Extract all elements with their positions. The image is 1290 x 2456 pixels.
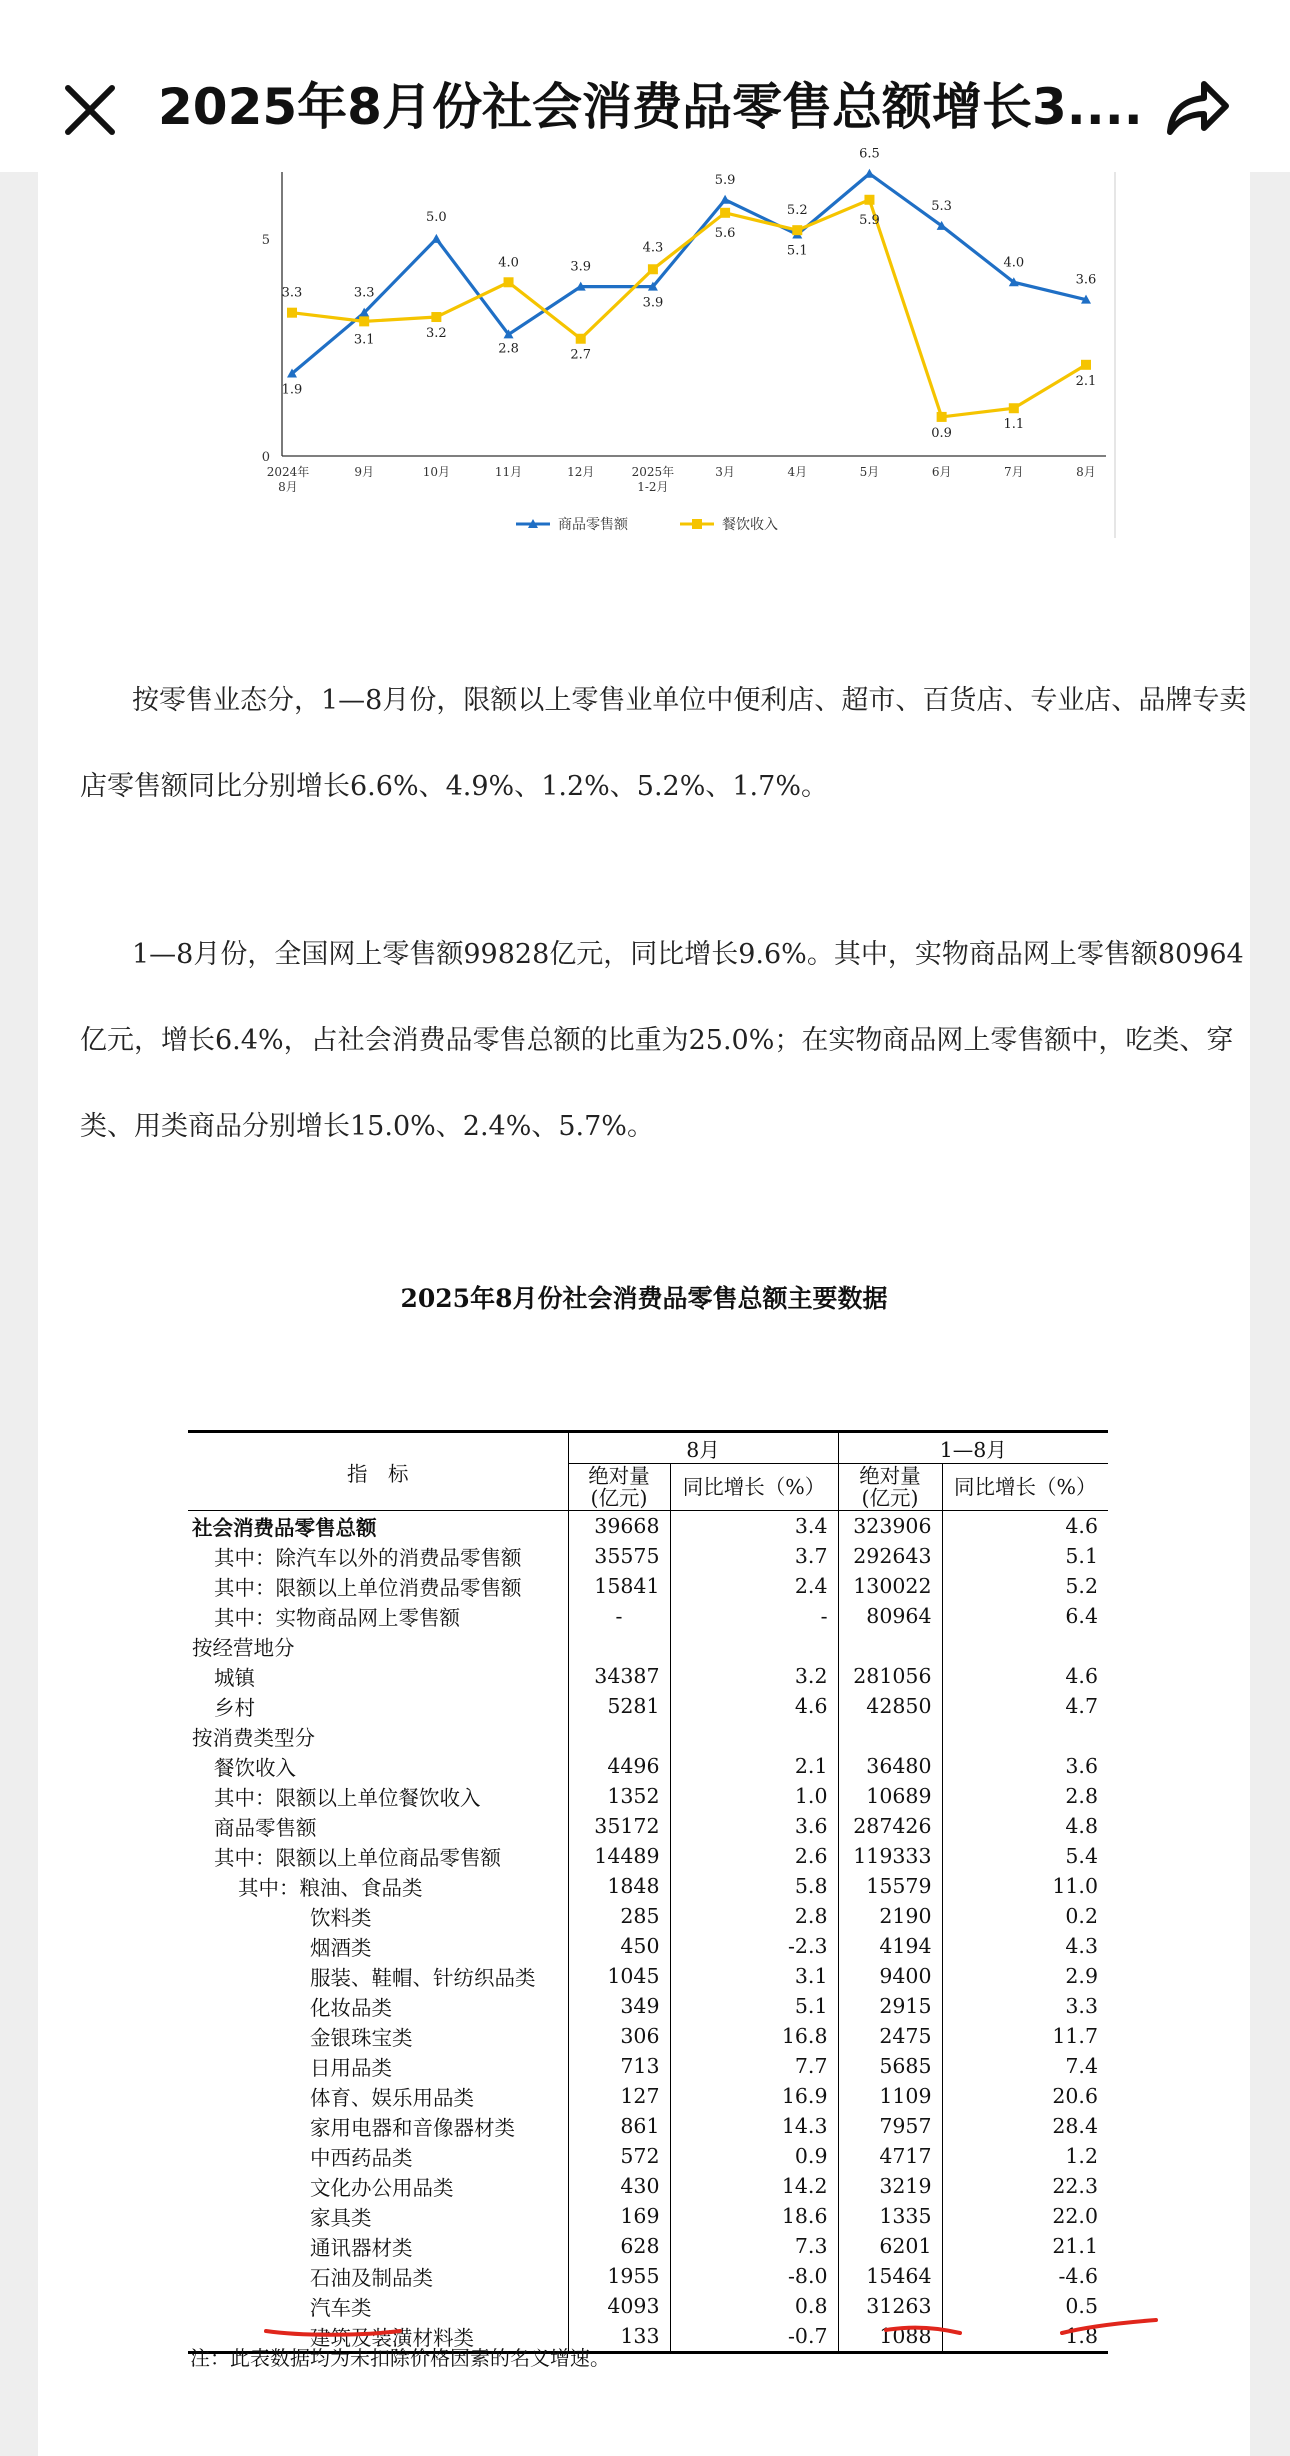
table-row xyxy=(188,1871,1108,1901)
cell-a: 349 xyxy=(568,1991,670,2021)
cell-b: - xyxy=(670,1601,838,1631)
cell-a: 430 xyxy=(568,2171,670,2201)
cell-c: 3219 xyxy=(838,2171,942,2201)
y-tick-label: 0 xyxy=(261,450,270,465)
page-title: 2025年8月份社会消费品零售总额增长3.... xyxy=(158,78,1143,136)
data-label: 2.8 xyxy=(498,341,519,357)
data-label: 5.0 xyxy=(426,209,447,225)
header-indicator: 指 标 xyxy=(188,1432,568,1511)
close-icon xyxy=(60,80,120,140)
cell-a: 306 xyxy=(568,2021,670,2051)
data-label: 0.9 xyxy=(931,425,952,441)
cell-c: 36480 xyxy=(838,1751,942,1781)
table-row xyxy=(188,2201,1108,2231)
legend-label: 商品零售额 xyxy=(558,517,628,533)
row-label: 文化办公用品类 xyxy=(310,2176,454,2200)
x-tick-label: 2024年 xyxy=(266,465,310,479)
cell-c: 4717 xyxy=(838,2141,942,2171)
cell-c: 1109 xyxy=(838,2081,942,2111)
table-row xyxy=(188,1511,1108,1542)
cell-b: -2.3 xyxy=(670,1931,838,1961)
table-row xyxy=(188,2081,1108,2111)
row-label: 烟酒类 xyxy=(310,1936,372,1960)
cell-d: 5.1 xyxy=(942,1541,1108,1571)
cell-c: 292643 xyxy=(838,1541,942,1571)
cell-c: 15579 xyxy=(838,1871,942,1901)
cell-c: 2475 xyxy=(838,2021,942,2051)
data-label: 3.2 xyxy=(426,326,447,342)
table-title: 2025年8月份社会消费品零售总额主要数据 xyxy=(400,1284,888,1313)
table-row xyxy=(188,2231,1108,2261)
data-label: 3.6 xyxy=(1075,272,1097,288)
cell-d: 28.4 xyxy=(942,2111,1108,2141)
cell-c: 80964 xyxy=(838,1601,942,1631)
table-row xyxy=(188,1931,1108,1961)
x-tick-label: 11月 xyxy=(494,465,523,479)
row-label: 金银珠宝类 xyxy=(310,2026,413,2050)
row-label: 其中：限额以上单位餐饮收入 xyxy=(214,1786,481,1810)
retail-data-table xyxy=(188,1430,1108,2354)
cell-b: 3.7 xyxy=(670,1541,838,1571)
cell-a: 169 xyxy=(568,2201,670,2231)
cell-b: 2.4 xyxy=(670,1571,838,1601)
cell-b: 3.6 xyxy=(670,1811,838,1841)
series-1-point xyxy=(720,195,730,204)
series-1-point xyxy=(431,234,441,243)
table-row xyxy=(188,2171,1108,2201)
data-table-wrapper xyxy=(188,1430,1108,2354)
table-row xyxy=(188,2021,1108,2051)
x-tick-label: 7月 xyxy=(1003,465,1024,479)
row-label: 其中：实物商品网上零售额 xyxy=(214,1606,460,1630)
table-row xyxy=(188,1841,1108,1871)
cell-c: 15464 xyxy=(838,2261,942,2291)
row-label: 家用电器和音像器材类 xyxy=(310,2116,515,2140)
cell-d: 3.6 xyxy=(942,1751,1108,1781)
row-label: 社会消费品零售总额 xyxy=(192,1516,377,1540)
row-label: 石油及制品类 xyxy=(310,2266,433,2290)
cell-a: 285 xyxy=(568,1901,670,1931)
row-label: 体育、娱乐用品类 xyxy=(310,2086,474,2110)
row-label: 服装、鞋帽、针纺织品类 xyxy=(310,1966,536,1990)
cell-d: 5.2 xyxy=(942,1571,1108,1601)
cell-b xyxy=(670,1631,838,1661)
data-label: 5.9 xyxy=(714,172,736,188)
cell-d: 7.4 xyxy=(942,2051,1108,2081)
row-label: 建筑及装潢材料类 xyxy=(188,2321,568,2353)
row-label: 通讯器材类 xyxy=(310,2236,413,2260)
cell-d: 6.4 xyxy=(942,1601,1108,1631)
paragraph-retail-formats: 按零售业态分，1—8月份，限额以上零售业单位中便利店、超市、百货店、专业店、品牌专卖店零售额同比分别增长6.6%、4.9%、1.2%、5.2%、1.7%。 xyxy=(80,685,1247,802)
data-label: 4.0 xyxy=(498,255,519,271)
cell-a: 4496 xyxy=(568,1751,670,1781)
cell-c: 1088 xyxy=(838,2321,942,2353)
cell-c: 6201 xyxy=(838,2231,942,2261)
cell-d: 4.7 xyxy=(942,1691,1108,1721)
data-label: 4.3 xyxy=(642,240,664,256)
cell-a xyxy=(568,1721,670,1751)
cell-a: 4093 xyxy=(568,2291,670,2321)
cell-b: 16.8 xyxy=(670,2021,838,2051)
cell-b: 5.1 xyxy=(670,1991,838,2021)
cell-c: 5685 xyxy=(838,2051,942,2081)
cell-d: 0.5 xyxy=(942,2291,1108,2321)
data-label: 3.9 xyxy=(570,259,592,275)
row-label: 化妆品类 xyxy=(310,1996,392,2020)
legend-swatch-marker xyxy=(692,519,702,529)
row-label: 按消费类型分 xyxy=(192,1726,315,1750)
header-aug: 8月 xyxy=(568,1432,838,1464)
table-row xyxy=(188,1781,1108,1811)
table-row xyxy=(188,1961,1108,1991)
cell-d: 11.0 xyxy=(942,1871,1108,1901)
cell-b: 3.2 xyxy=(670,1661,838,1691)
cell-b: 7.7 xyxy=(670,2051,838,2081)
series-2-point xyxy=(792,225,802,235)
cell-a: 15841 xyxy=(568,1571,670,1601)
cell-a: 628 xyxy=(568,2231,670,2261)
paragraph-online-retail: 1—8月份，全国网上零售额99828亿元，同比增长9.6%。其中，实物商品网上零售额80964亿元，增长6.4%，占社会消费品零售总额的比重为25.0%；在实物商品网上零售额中，吃类、穿类、用类商品分别增长15.0%、2.4%、5.7%。 xyxy=(80,939,1244,1142)
cell-b: 1.0 xyxy=(670,1781,838,1811)
series-2-point xyxy=(359,316,369,326)
table-row xyxy=(188,2261,1108,2291)
data-label: 6.5 xyxy=(859,146,880,162)
cell-b: 0.9 xyxy=(670,2141,838,2171)
data-label: 5.9 xyxy=(859,212,880,228)
row-label: 家具类 xyxy=(310,2206,372,2230)
data-label: 5.6 xyxy=(714,225,736,241)
series-2-point xyxy=(864,195,874,205)
table-row xyxy=(188,1661,1108,1691)
row-label: 日用品类 xyxy=(310,2056,392,2080)
cell-c: 4194 xyxy=(838,1931,942,1961)
cell-b: 7.3 xyxy=(670,2231,838,2261)
growth-line-chart xyxy=(38,146,1250,552)
cell-c: 2190 xyxy=(838,1901,942,1931)
cell-d: -4.6 xyxy=(942,2261,1108,2291)
x-tick-label: 3月 xyxy=(715,465,735,479)
header-growth-janaug: 同比增长（%） xyxy=(942,1464,1108,1511)
cell-b: 2.1 xyxy=(670,1751,838,1781)
cell-d: 2.8 xyxy=(942,1781,1108,1811)
cell-d: 4.8 xyxy=(942,1811,1108,1841)
row-label: 乡村 xyxy=(214,1696,255,1720)
cell-c xyxy=(838,1631,942,1661)
series-2-point xyxy=(720,208,730,218)
cell-d: 0.2 xyxy=(942,1901,1108,1931)
cell-d: 2.9 xyxy=(942,1961,1108,1991)
cell-d: 21.1 xyxy=(942,2231,1108,2261)
top-bar xyxy=(0,0,1290,172)
row-label: 饮料类 xyxy=(310,1906,372,1930)
cell-b: 14.3 xyxy=(670,2111,838,2141)
series-2-point xyxy=(431,312,441,322)
table-row xyxy=(188,1901,1108,1931)
cell-b: 14.2 xyxy=(670,2171,838,2201)
row-label: 中西药品类 xyxy=(310,2146,413,2170)
table-row xyxy=(188,1571,1108,1601)
cell-a: 450 xyxy=(568,1931,670,1961)
series-2-point xyxy=(937,412,947,422)
data-label: 5.1 xyxy=(786,243,808,259)
cell-d: 1.2 xyxy=(942,2141,1108,2171)
x-tick-label: 1-2月 xyxy=(637,480,669,494)
cell-a: 1045 xyxy=(568,1961,670,1991)
cell-b: 18.6 xyxy=(670,2201,838,2231)
row-label: 其中：限额以上单位商品零售额 xyxy=(214,1846,501,1870)
cell-c: 9400 xyxy=(838,1961,942,1991)
cell-c: 2915 xyxy=(838,1991,942,2021)
cell-d: 4.3 xyxy=(942,1931,1108,1961)
data-label: 3.3 xyxy=(281,285,303,301)
row-label: 其中：限额以上单位消费品零售额 xyxy=(214,1576,522,1600)
cell-a: 713 xyxy=(568,2051,670,2081)
cell-b xyxy=(670,1721,838,1751)
cell-a: - xyxy=(568,1601,670,1631)
x-tick-label: 6月 xyxy=(931,465,952,479)
cell-d: 22.3 xyxy=(942,2171,1108,2201)
cell-d: 4.6 xyxy=(942,1661,1108,1691)
cell-c xyxy=(838,1721,942,1751)
cell-c: 287426 xyxy=(838,1811,942,1841)
cell-b: -0.7 xyxy=(670,2321,838,2353)
table-note: 注：此表数据均为未扣除价格因素的名义增速。 xyxy=(190,2346,610,2370)
row-label: 商品零售额 xyxy=(214,1816,317,1840)
cell-c: 1335 xyxy=(838,2201,942,2231)
cell-b: 4.6 xyxy=(670,1691,838,1721)
cell-d xyxy=(942,1631,1108,1661)
cell-a: 5281 xyxy=(568,1691,670,1721)
cell-c: 323906 xyxy=(838,1511,942,1542)
series-2-point xyxy=(648,264,658,274)
table-row xyxy=(188,1691,1108,1721)
header-jan-aug: 1—8月 xyxy=(838,1432,1108,1464)
cell-a: 14489 xyxy=(568,1841,670,1871)
cell-a: 35575 xyxy=(568,1541,670,1571)
x-tick-label: 10月 xyxy=(422,465,451,479)
x-tick-label: 9月 xyxy=(354,465,375,479)
cell-c: 119333 xyxy=(838,1841,942,1871)
table-row xyxy=(188,2051,1108,2081)
table-body xyxy=(188,1511,1108,2353)
close-button[interactable] xyxy=(60,80,120,140)
row-label: 城镇 xyxy=(214,1666,255,1690)
cell-a: 861 xyxy=(568,2111,670,2141)
cell-d: 11.7 xyxy=(942,2021,1108,2051)
data-label: 5.3 xyxy=(931,198,952,214)
header-abs-janaug: 绝对量 (亿元) xyxy=(838,1464,942,1511)
table-row xyxy=(188,2111,1108,2141)
cell-d xyxy=(942,1721,1108,1751)
series-2-point xyxy=(576,334,586,344)
x-tick-label: 4月 xyxy=(787,465,808,479)
cell-c: 130022 xyxy=(838,1571,942,1601)
share-button[interactable] xyxy=(1160,74,1232,140)
cell-a: 572 xyxy=(568,2141,670,2171)
cell-c: 10689 xyxy=(838,1781,942,1811)
cell-d: 22.0 xyxy=(942,2201,1108,2231)
cell-b: -8.0 xyxy=(670,2261,838,2291)
cell-b: 16.9 xyxy=(670,2081,838,2111)
x-tick-label: 12月 xyxy=(567,465,595,479)
data-label: 5.2 xyxy=(786,203,808,219)
cell-a: 35172 xyxy=(568,1811,670,1841)
data-label: 4.0 xyxy=(1003,255,1025,271)
cell-c: 7957 xyxy=(838,2111,942,2141)
data-label: 3.1 xyxy=(353,332,375,348)
series-2-point xyxy=(1009,403,1019,413)
cell-c: 42850 xyxy=(838,1691,942,1721)
data-label: 2.1 xyxy=(1075,373,1097,389)
row-label: 其中：粮油、食品类 xyxy=(238,1876,423,1900)
cell-b: 3.4 xyxy=(670,1511,838,1542)
cell-b: 3.1 xyxy=(670,1961,838,1991)
row-label: 其中：除汽车以外的消费品零售额 xyxy=(214,1546,522,1570)
cell-b: 2.8 xyxy=(670,1901,838,1931)
data-label: 1.9 xyxy=(281,382,303,398)
table-row xyxy=(188,2141,1108,2171)
cell-c: 31263 xyxy=(838,2291,942,2321)
x-tick-label: 2025年 xyxy=(631,465,675,479)
cell-d: 1.8 xyxy=(942,2321,1108,2353)
cell-a: 39668 xyxy=(568,1511,670,1542)
x-tick-label: 8月 xyxy=(278,480,298,494)
data-label: 3.3 xyxy=(353,285,375,301)
y-tick-label: 5 xyxy=(261,232,270,248)
article-content xyxy=(38,146,1250,2456)
table-row xyxy=(188,1811,1108,1841)
table-row xyxy=(188,1601,1108,1631)
cell-b: 5.8 xyxy=(670,1871,838,1901)
cell-a: 1352 xyxy=(568,1781,670,1811)
cell-a: 133 xyxy=(568,2321,670,2353)
series-line-1 xyxy=(292,174,1086,374)
header-abs-aug: 绝对量 (亿元) xyxy=(568,1464,670,1511)
cell-b: 0.8 xyxy=(670,2291,838,2321)
table-row xyxy=(188,1751,1108,1781)
data-label: 3.9 xyxy=(642,295,664,311)
cell-a: 1848 xyxy=(568,1871,670,1901)
cell-d: 20.6 xyxy=(942,2081,1108,2111)
series-2-point xyxy=(287,308,297,318)
table-row xyxy=(188,1721,1108,1751)
row-label: 餐饮收入 xyxy=(214,1756,296,1780)
row-label: 汽车类 xyxy=(310,2296,372,2320)
cell-c: 281056 xyxy=(838,1661,942,1691)
series-line-2 xyxy=(292,200,1086,417)
cell-d: 5.4 xyxy=(942,1841,1108,1871)
share-arrow-icon xyxy=(1160,74,1232,140)
table-row xyxy=(188,1991,1108,2021)
series-2-point xyxy=(504,277,514,287)
table-row xyxy=(188,1541,1108,1571)
row-label: 按经营地分 xyxy=(192,1636,295,1660)
cell-a: 34387 xyxy=(568,1661,670,1691)
table-row xyxy=(188,1631,1108,1661)
cell-a: 127 xyxy=(568,2081,670,2111)
data-label: 1.1 xyxy=(1003,417,1025,433)
cell-a xyxy=(568,1631,670,1661)
cell-a: 1955 xyxy=(568,2261,670,2291)
cell-d: 3.3 xyxy=(942,1991,1108,2021)
header-growth-aug: 同比增长（%） xyxy=(670,1464,838,1511)
x-tick-label: 8月 xyxy=(1076,465,1096,479)
legend-label: 餐饮收入 xyxy=(722,517,778,533)
data-label: 2.7 xyxy=(570,347,592,363)
table-row xyxy=(188,2291,1108,2321)
cell-d: 4.6 xyxy=(942,1511,1108,1542)
x-tick-label: 5月 xyxy=(859,465,880,479)
series-2-point xyxy=(1081,360,1091,370)
cell-b: 2.6 xyxy=(670,1841,838,1871)
